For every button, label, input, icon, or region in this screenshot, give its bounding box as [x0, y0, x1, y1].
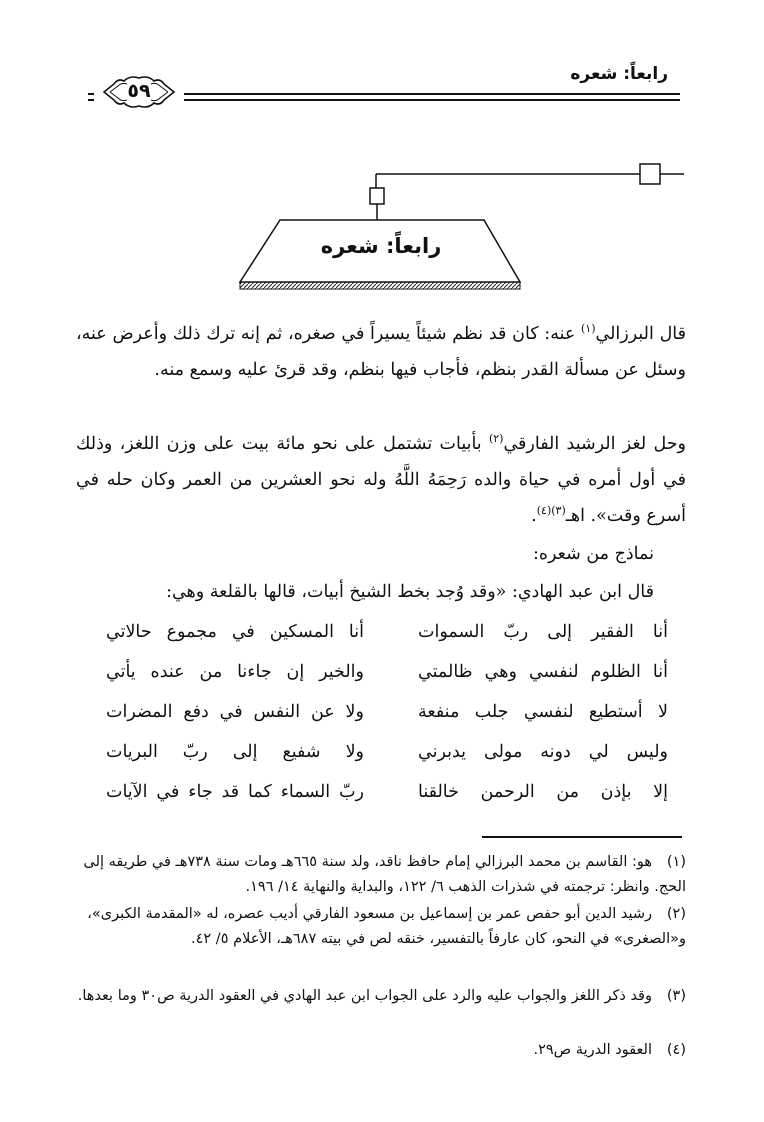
verse-2-first: أنا الظلوم لنفسي وهي ظالمتي — [418, 662, 668, 682]
para1-text-b: عنه: كان قد نظم شيئاً يسيراً في صغره، ثم إنه ترك ذلك وأعرض عنه، وسئل عن مسألة القدر بنظم، فأجاب فيها بنظم، وقد قرئ عليه وسمع منه. — [76, 324, 686, 380]
footnote-2-text: رشيد الدين أبو حفص عمر بن إسماعيل بن مسعود الفارقي أديب عصره، له «المقدمة الكبرى»، و«الصغرى» في النحو، كان عارفاً بالتفسير، خنقه لص في بيته ٦٨٧هـ، الأعلام ٥/ ٤٢. — [87, 906, 686, 947]
footnote-2 — [76, 902, 686, 952]
footnote-1-text: هو: القاسم بن محمد البرزالي إمام حافظ ناقد، ولد سنة ٦٦٥هـ ومات سنة ٧٣٨هـ في طريقه إلى الحج. وانظر: ترجمته في شذرات الذهب ٦/ ١٢٢، والبداية والنهاية ١٤/ ١٩٦. — [83, 854, 686, 895]
para2-end: . — [531, 506, 537, 526]
verse-1-first: أنا الفقير إلى ربّ السموات — [418, 622, 668, 642]
verse-3-first: لا أستطيع لنفسي جلب منفعة — [418, 702, 668, 722]
footnote-separator — [482, 836, 682, 838]
footnote-2-number: (٢) — [666, 906, 686, 922]
paragraph-1 — [76, 316, 686, 388]
running-head-title: رابعاً: شعره — [570, 64, 668, 84]
footnote-4-number: (٤) — [666, 1042, 686, 1058]
para2-text-b: بأبيات تشتمل على نحو مائة بيت على وزن اللغز، وذلك في أول أمره في حياة والده رَحِمَهُ اللَّهُ وله نحو العشرين من العمر وكان حله في أسرع وقت». اهـ — [76, 434, 686, 526]
page-number-badge — [94, 72, 184, 112]
examples-heading: نماذج من شعره: — [532, 544, 654, 564]
footnote-1 — [76, 850, 686, 900]
verse-2-second: والخير إن جاءنا من عنده يأتي — [106, 662, 364, 682]
footnote-3-text: وقد ذكر اللغز والجواب عليه والرد على الجواب ابن عبد الهادي في العقود الدرية ص٣٠ وما بعدها. — [77, 988, 652, 1004]
section-title: رابعاً: شعره — [320, 234, 442, 258]
verse-4-first: وليس لي دونه مولى يدبرني — [418, 742, 668, 762]
footnote-ref-2[interactable]: (٢) — [488, 432, 504, 446]
verse-5-first: إلا بإذن من الرحمن خالقنا — [418, 782, 668, 802]
footnote-4 — [76, 1038, 686, 1063]
footnote-3-number: (٣) — [666, 988, 686, 1004]
footnote-ref-3-4[interactable]: (٣)(٤) — [536, 504, 566, 518]
verse-1-second: أنا المسكين في مجموع حالاتي — [106, 622, 364, 642]
verse-5-second: ربّ السماء كما قد جاء في الآيات — [106, 782, 364, 802]
footnote-1-number: (١) — [666, 854, 686, 870]
verse-4-second: ولا شفيع إلى ربّ البريات — [106, 742, 364, 762]
para1-text-a: قال البرزالي — [595, 324, 686, 344]
footnote-3 — [76, 984, 686, 1009]
section-title-frame — [236, 160, 684, 290]
verse-3-second: ولا عن النفس في دفع المضرات — [106, 702, 364, 722]
paragraph-2 — [76, 426, 686, 534]
poem-intro: قال ابن عبد الهادي: «وقد وُجد بخط الشيخ أبيات، قالها بالقلعة وهي: — [166, 582, 654, 602]
footnote-ref-1[interactable]: (١) — [581, 322, 596, 336]
para2-text-a: وحل لغز الرشيد الفارقي — [503, 434, 686, 454]
footnote-4-text: العقود الدرية ص٢٩. — [533, 1042, 652, 1058]
page-number: ٥٩ — [127, 80, 151, 102]
